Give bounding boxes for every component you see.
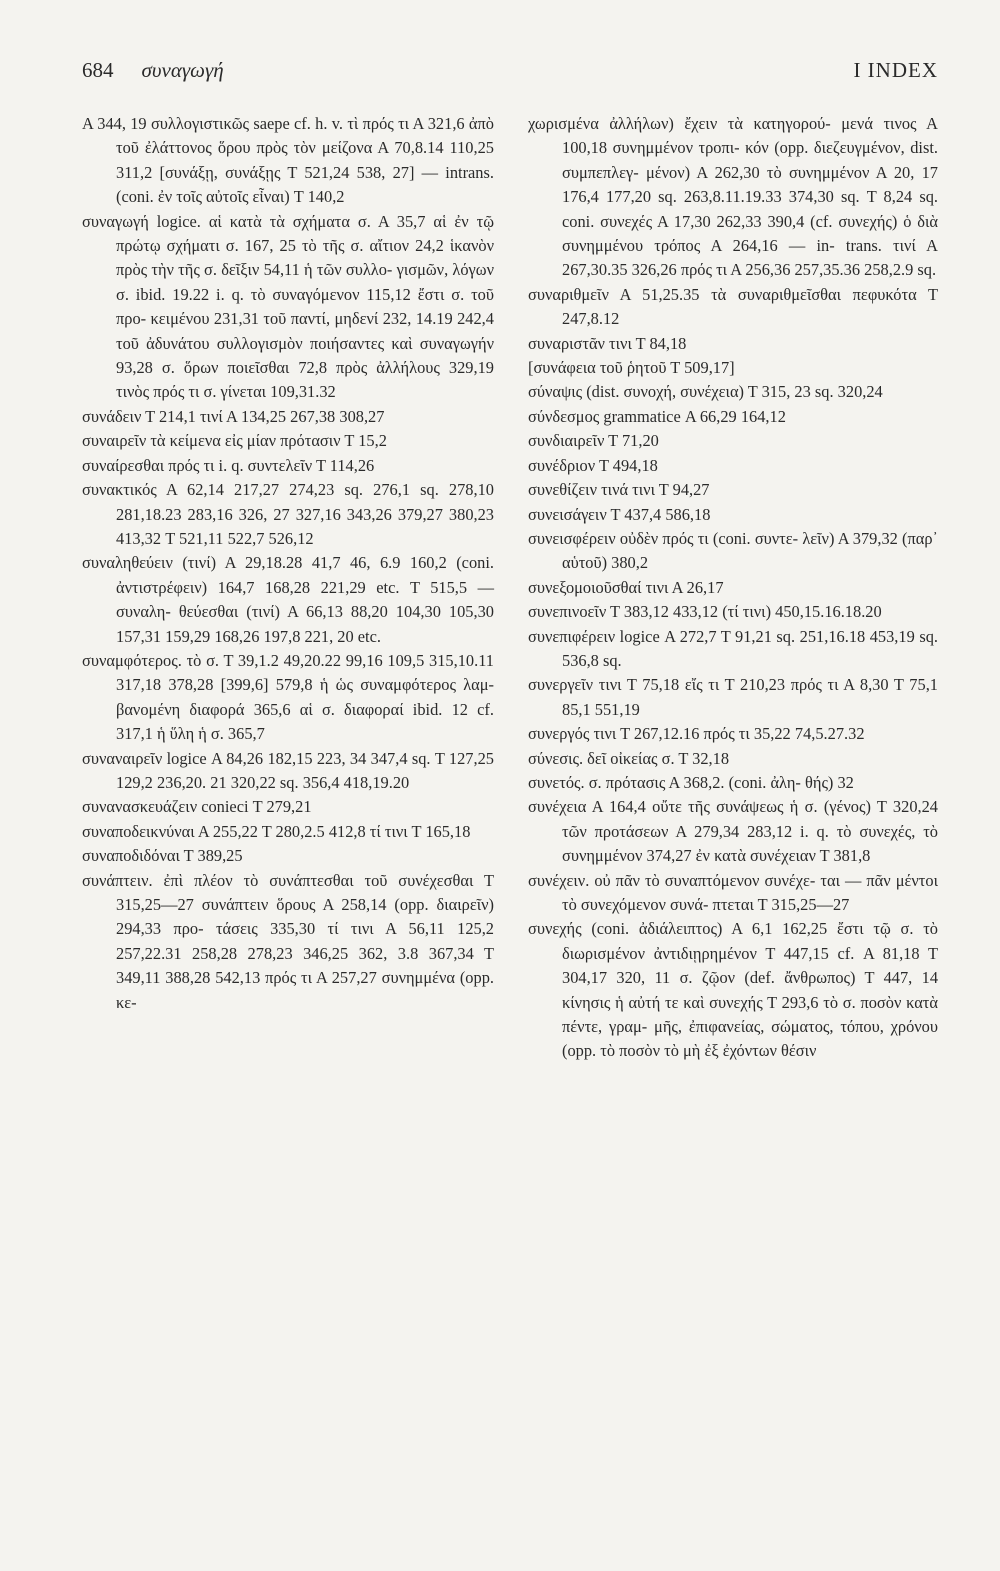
entry-line: 251,16.18 453,19 sq. 536,8 sq. xyxy=(562,626,938,670)
entry-line: 74,5.27.32 xyxy=(794,724,865,744)
index-entry xyxy=(82,112,494,210)
entry-line: ποιήσαντες καὶ συναγωγήν 93,28 σ. ὅρων xyxy=(116,333,494,378)
entry-line: διὰ συνημμένου τρόπος Α 264,16 — in- xyxy=(562,211,938,256)
entry-line: ται — πᾶν μέντοι τὸ συνεχόμενον συνά- xyxy=(562,870,938,914)
entry-first-line: συναριστᾶν τινι Τ 84,18 xyxy=(528,333,687,353)
index-entry xyxy=(82,820,494,844)
entry-line: ἔστι τῷ σ. τὸ διωρισμένον ἀντιδιῃρημένον xyxy=(562,919,938,963)
entry-first-line: συνέχειν. οὐ πᾶν τὸ συναπτόμενον συνέχε- xyxy=(528,870,816,890)
entry-line: μενά τινος Α 100,18 συνημμένον τροπι- xyxy=(562,114,939,158)
index-entry xyxy=(528,332,938,356)
entry-first-line: συναποδιδόναι Τ 389,25 xyxy=(82,846,243,866)
index-entry xyxy=(82,649,494,747)
entry-first-line: συνέχεια Α 164,4 οὔτε τῆς συνάψεως ἡ xyxy=(528,797,799,817)
entry-line: μένον) Α 262,30 τὸ συνημμένον Α 20, xyxy=(645,162,915,182)
entry-line: 276,1 sq. 278,10 281,18.23 283,16 326, xyxy=(116,480,494,524)
index-entry xyxy=(528,503,938,527)
entry-line: πεφυκότα Τ 247,8.12 xyxy=(562,284,938,329)
entry-line: συνέχεσθαι Τ 315,25—27 συνάπτειν ὅρους xyxy=(116,870,494,914)
index-entry xyxy=(528,771,938,795)
running-header xyxy=(82,58,938,92)
entry-line: Α 35,7 αἱ ἐν τῷ πρώτῳ σχήματι σ. 167, xyxy=(116,211,494,256)
entry-line: τὴν τῆς σ. δεῖξιν 54,11 ἡ τῶν συλλο- xyxy=(151,260,393,280)
entry-line: ibid. 12 cf. 317,1 ἡ ὕλη ἡ σ. 365,7 xyxy=(116,699,494,744)
entry-first-line: συνακτικός Α 62,14 217,27 274,23 sq. xyxy=(82,480,364,500)
entry-first-line: συναιρεῖν τὰ κείμενα εἰς μίαν πρότασιν Τ xyxy=(82,431,355,451)
index-entry xyxy=(528,283,938,332)
entry-line: 168,28 221,29 etc. Τ 515,5 — συναλη- xyxy=(116,577,495,622)
index-entry xyxy=(82,210,494,405)
entry-line: (opp. τὸ ποσὸν τὸ μὴ ἐξ ἐχόντων θέσιν xyxy=(562,1041,817,1061)
entry-first-line: συνεργεῖν τινι Τ 75,18 εἴς τι Τ 210,23 xyxy=(528,675,786,695)
entry-first-line: συνεπινοεῖν Τ 383,12 433,12 (τί τινι) xyxy=(528,602,772,622)
index-entry xyxy=(82,551,494,649)
entry-first-line: συνεπιφέρειν logice Α 272,7 Τ 91,21 sq. xyxy=(528,626,796,646)
index-entry xyxy=(82,454,494,478)
entry-first-line: συναληθεύειν (τινί) Α 29,18.28 41,7 46, xyxy=(82,553,371,573)
index-entry xyxy=(528,527,938,576)
header-headword: συναγωγή xyxy=(141,58,224,82)
entry-first-line: συναίρεσθαι πρός τι i. q. συντελεῖν Τ 114,26 xyxy=(82,455,375,475)
index-entry xyxy=(528,405,938,429)
index-entry xyxy=(528,576,938,600)
entry-line: συναγόμενον 115,12 ἔστι σ. τοῦ προ- xyxy=(116,284,494,329)
entry-first-line: συνάδειν Τ 214,1 τινί Α 134,25 267,38 xyxy=(82,406,336,426)
entry-line: 105,30 157,31 159,29 168,26 197,8 221, xyxy=(116,602,494,646)
entry-line: τὶ πρός τι Α 321,6 ἀπὸ τοῦ ἐλάττονος xyxy=(116,114,494,158)
entry-line: trans. τινί Α 267,30.35 326,26 πρός xyxy=(562,236,938,280)
index-entry xyxy=(528,380,938,404)
entry-line: Τ 140,2 xyxy=(293,187,345,207)
entry-line: ὅρου πρὸς τὸν μείζονα Α 70,8.14 110,25 xyxy=(217,138,494,158)
index-entry xyxy=(528,673,938,722)
index-entry xyxy=(528,747,938,771)
index-entry xyxy=(82,429,494,453)
entry-line: 6.9 160,2 (coni. ἀντιστρέφειν) 164,7 xyxy=(116,553,494,597)
entry-line: κειμένου 231,31 τοῦ παντί, μηδενί 232, xyxy=(150,309,412,329)
entry-first-line: συνεχής (coni. ἀδιάλειπτος) Α 6,1 162,25 xyxy=(528,919,828,939)
index-entry xyxy=(82,747,494,796)
entry-line: [399,6] 579,8 ἡ ὡς συναμφότερος λαμ- xyxy=(220,675,494,695)
entry-line: Α 17,30 262,33 390,4 (cf. συνεχής) ὁ xyxy=(657,211,912,231)
index-entry xyxy=(82,869,494,1015)
entry-line: 279,34 283,12 i. q. τὸ συνεχές, τὸ xyxy=(694,821,938,841)
entry-line: Α 258,14 (opp. διαιρεῖν) 294,33 προ- xyxy=(116,895,494,939)
entry-first-line: συνέδριον Τ 494,18 xyxy=(528,455,658,475)
entry-line: 20 etc. xyxy=(337,626,381,646)
index-entry xyxy=(528,625,938,674)
entry-line: 412,8 τί τινι Τ 165,18 xyxy=(328,821,471,841)
index-entry xyxy=(82,478,494,551)
entry-first-line: συνεξομοιοῦσθαί τινι Α 26,17 xyxy=(528,577,724,597)
entry-first-line: συνεισφέρειν οὐδὲν πρός τι (coni. συντε- xyxy=(528,528,799,548)
index-entry xyxy=(528,869,938,918)
entry-line: 17 176,4 177,20 sq. 263,8.11.19.33 xyxy=(562,162,938,207)
entry-line: 374,30 sq. Τ 8,24 sq. coni. συνεχές xyxy=(562,187,938,231)
entry-first-line: συναγωγή logice. αἱ κατὰ τὰ σχήματα σ. xyxy=(82,211,371,231)
entry-line: πτεται Τ 315,25—27 xyxy=(712,895,850,914)
entry-line: 308,27 xyxy=(339,406,385,426)
entry-first-line: χωρισμένα ἀλλήλων) ἔχειν τὰ κατηγορού- xyxy=(528,114,831,133)
entry-first-line: συνεργός τινι Τ 267,12.16 πρός τι 35,22 xyxy=(528,724,791,744)
entry-line: τι Α 256,36 257,35.36 258,2.9 sq. xyxy=(716,260,937,280)
entry-line: 23 sq. 320,24 xyxy=(794,382,883,402)
index-entry xyxy=(528,478,938,502)
entry-line: 293,6 τὸ σ. ποσὸν κατὰ πέντε, γραμ- xyxy=(562,992,938,1037)
entry-line: τινὸς πρός τι σ. γίνεται 109,31.32 xyxy=(116,382,336,402)
entry-line: 14 κίνησις ἡ αὐτή τε καὶ συνεχής Τ xyxy=(562,968,939,1012)
index-entry xyxy=(528,600,938,624)
index-entry xyxy=(528,429,938,453)
index-entry xyxy=(528,356,938,380)
entry-line: 25 τὸ τῆς σ. αἴτιον 24,2 ἱκανὸν πρὸς xyxy=(116,236,494,280)
entry-line: σ. (γένος) Τ 320,24 τῶν προτάσεων Α xyxy=(562,797,938,841)
entry-line: 27 327,16 343,26 379,27 380,23 413,32 xyxy=(116,504,495,548)
entry-first-line: συναριθμεῖν Α 51,25.35 τὰ συναριθμεῖσθαι xyxy=(528,284,842,304)
index-entry xyxy=(528,795,938,868)
entry-line: 15,2 xyxy=(358,431,387,451)
entry-line: τάσεις 335,30 τί τινι Α 56,11 125,2 xyxy=(215,919,494,939)
entry-line: θεύεσθαι (τινί) Α 66,13 88,20 104,30 xyxy=(178,602,441,622)
entry-line: 21 320,22 sq. 356,4 418,19.20 xyxy=(210,772,410,792)
left-column xyxy=(82,112,494,1015)
entry-first-line: συνανασκευάζειν conieci Τ 279,21 xyxy=(82,797,312,817)
entry-line: κόν (opp. διεζευγμένον, dist. συμπεπλεγ- xyxy=(562,138,938,182)
entry-first-line: [συνάφεια τοῦ ῥητοῦ Τ 509,17] xyxy=(528,358,735,378)
entry-line: Τ 381,8 xyxy=(819,846,871,866)
index-entry xyxy=(528,917,938,1063)
entry-first-line: συνετός. σ. πρότασις Α 368,2. (coni. ἀλη- xyxy=(528,772,801,792)
entry-line: Τ 447,15 cf. Α 81,18 Τ 304,17 320, xyxy=(562,943,938,988)
entry-line: γισμῶν, λόγων σ. ibid. 19.22 i. q. τὸ xyxy=(116,260,494,304)
entry-line: συνημμένον 374,27 ἐν κατὰ συνέχειαν xyxy=(562,846,816,866)
index-entry xyxy=(528,454,938,478)
entry-first-line: συναναιρεῖν logice Α 84,26 182,15 223, xyxy=(82,748,346,768)
entry-line: 450,15.16.18.20 xyxy=(775,602,882,622)
right-column xyxy=(528,112,938,1064)
entry-first-line: συνεθίζειν τινά τινι Τ 94,27 xyxy=(528,480,710,500)
entry-line: Τ 521,11 522,7 526,12 xyxy=(165,528,314,548)
header-section: I INDEX xyxy=(853,58,938,82)
entry-first-line: συνεισάγειν Τ 437,4 586,18 xyxy=(528,504,711,524)
entry-line: 3.8 367,34 Τ 349,11 388,28 542,13 xyxy=(116,943,494,988)
index-entry xyxy=(82,405,494,429)
index-entry xyxy=(82,795,494,819)
entry-line: λεῖν) Α 379,32 (παρ᾽ αὑτοῦ) 380,2 xyxy=(562,528,939,573)
entry-line: 34 347,4 sq. Τ 127,25 129,2 236,20. xyxy=(116,748,494,792)
entry-line: βανομένη διαφορά 365,6 αἱ σ. διαφοραί xyxy=(116,699,404,719)
entry-line: 311,2 [συνάξῃ, συνάξῃς Τ 521,24 538, xyxy=(116,162,386,182)
entry-first-line: συνάπτειν. ἐπὶ πλέον τὸ συνάπτεσθαι τοῦ xyxy=(82,870,388,890)
entry-line: 257,22.31 258,28 278,23 346,25 362, xyxy=(116,943,388,963)
entry-line: 99,16 109,5 315,10.11 317,18 378,28 xyxy=(116,650,494,695)
entry-line: πρός τι Α 8,30 Τ 75,1 85,1 551,19 xyxy=(562,675,938,719)
entry-line: ποιεῖσθαι 72,8 πρὸς ἀλλήλους 329,19 xyxy=(227,358,494,378)
page-number: 684 xyxy=(82,58,114,82)
entry-line: πρός τι Α 257,27 συνημμένα (opp. κε- xyxy=(116,968,494,1012)
entry-first-line: σύνεσις. δεῖ οἰκείας σ. Τ 32,18 xyxy=(528,748,730,768)
index-entry xyxy=(528,722,938,746)
index-entry xyxy=(82,844,494,868)
entry-line: 11 σ. ζῷον (def. ἄνθρωπος) Τ 447, xyxy=(654,968,913,988)
entry-line: 14.19 242,4 τοῦ ἀδυνάτου συλλογισμὸν xyxy=(116,309,494,353)
entry-line: 27] — intrans. (coni. ἐν τοῖς αὐτοῖς εἶναι) xyxy=(116,162,494,207)
entry-first-line: συνδιαιρεῖν Τ 71,20 xyxy=(528,431,659,451)
entry-first-line: σύνδεσμος grammatice Α 66,29 164,12 xyxy=(528,406,786,426)
entry-line: μῆς, ἐπιφανείας, σώματος, τόπου, χρόνου xyxy=(654,1017,938,1037)
entry-first-line: σύναψις (dist. συνοχή, συνέχεια) Τ 315, xyxy=(528,382,791,402)
entry-first-line: συναμφότερος. τὸ σ. Τ 39,1.2 49,20.22 xyxy=(82,650,342,670)
index-entry xyxy=(528,112,938,283)
entry-first-line: Α 344, 19 συλλογιστικῶς saepe cf. h. v. xyxy=(82,114,344,133)
entry-first-line: συναποδεικνύναι Α 255,22 Τ 280,2.5 xyxy=(82,821,325,841)
entry-line: θής) 32 xyxy=(805,772,854,792)
